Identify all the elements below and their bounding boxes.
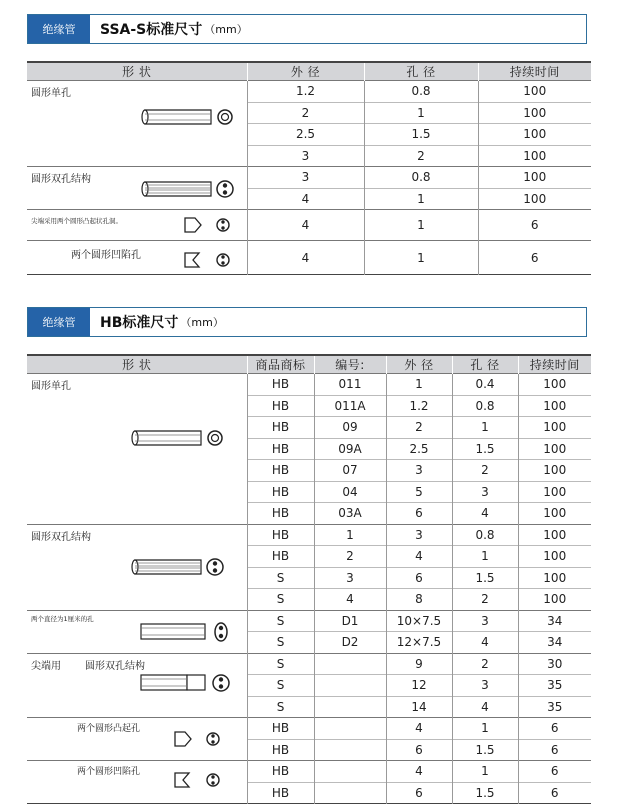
- cell: 1: [364, 241, 478, 275]
- cell: 100: [518, 374, 591, 396]
- cell: HB: [247, 417, 314, 439]
- cell: 100: [518, 460, 591, 482]
- shape-cell-single-hole: [27, 81, 247, 167]
- col-shape: 形 状: [27, 355, 247, 374]
- cell: HB: [247, 739, 314, 761]
- cell: 6: [386, 567, 452, 589]
- oval-double-hole-tube-icon: [137, 619, 237, 645]
- cell: 2.5: [386, 438, 452, 460]
- section1-title-text: SSA-S标准尺寸: [100, 22, 203, 38]
- cell: HB: [247, 524, 314, 546]
- tip-double-hole-tube-icon: [137, 670, 237, 696]
- cell: 9: [386, 653, 452, 675]
- cell: 12: [386, 675, 452, 697]
- cell: [314, 739, 386, 761]
- cell: HB: [247, 761, 314, 783]
- cell: 2: [314, 546, 386, 568]
- cell: 6: [518, 782, 591, 804]
- cell: 34: [518, 610, 591, 632]
- shape-cell: [27, 610, 247, 653]
- table-row: [27, 210, 591, 241]
- cell: 3: [386, 524, 452, 546]
- shape-cell: [27, 761, 247, 804]
- cell: 6: [478, 241, 591, 275]
- table-row: [27, 81, 591, 103]
- cell: 2: [452, 653, 518, 675]
- shape-label: 尖端采用两个圆形凸起状孔洞。: [31, 217, 122, 225]
- cell: 2: [386, 417, 452, 439]
- shape-cell: [27, 718, 247, 761]
- cell: [314, 761, 386, 783]
- cell: 100: [478, 102, 591, 124]
- cell: 5: [386, 481, 452, 503]
- cell: 100: [478, 188, 591, 210]
- cell: HB: [247, 481, 314, 503]
- cell: 6: [478, 210, 591, 241]
- cell: 100: [518, 417, 591, 439]
- cell: 100: [478, 167, 591, 189]
- cell: [314, 718, 386, 740]
- cell: 10×7.5: [386, 610, 452, 632]
- shape-cell: [27, 524, 247, 610]
- cell: 2: [452, 589, 518, 611]
- section1-title: [100, 15, 248, 43]
- cell: S: [247, 567, 314, 589]
- cell: 1.5: [452, 567, 518, 589]
- cell: 3: [247, 167, 364, 189]
- shape-label: 两个圆形凸起孔: [77, 724, 141, 734]
- cell: 3: [452, 610, 518, 632]
- cell: 4: [247, 188, 364, 210]
- cell: 100: [478, 81, 591, 103]
- col-hole-diameter: 孔 径: [364, 62, 478, 81]
- cell: HB: [247, 438, 314, 460]
- cell: 07: [314, 460, 386, 482]
- table-row: [27, 610, 591, 632]
- section2-tag: 绝缘管: [28, 308, 90, 336]
- single-hole-tube-icon: [127, 426, 227, 450]
- cell: 34: [518, 632, 591, 654]
- cell: 4: [452, 503, 518, 525]
- section2-header: [27, 307, 587, 337]
- cell: 6: [386, 782, 452, 804]
- cell: 4: [247, 210, 364, 241]
- shape-label: 尖端用: [31, 660, 61, 672]
- cell: 09: [314, 417, 386, 439]
- cell: 6: [386, 739, 452, 761]
- shape-cell: [27, 374, 247, 525]
- cell: D2: [314, 632, 386, 654]
- cell: 0.4: [452, 374, 518, 396]
- cell: 30: [518, 653, 591, 675]
- cell: 8: [386, 589, 452, 611]
- shape-label: 两个圆形凹陷孔: [71, 250, 141, 261]
- cell: 4: [452, 696, 518, 718]
- shape-cell-concave-holes: [27, 241, 247, 275]
- col-outer-diameter: 外 径: [386, 355, 452, 374]
- cell: 2: [452, 460, 518, 482]
- cell: D1: [314, 610, 386, 632]
- cell: 100: [518, 524, 591, 546]
- cell: 6: [518, 761, 591, 783]
- cell: 03A: [314, 503, 386, 525]
- hb-table: [27, 354, 591, 804]
- cell: 100: [518, 589, 591, 611]
- shape-label: 圆形单孔: [31, 381, 71, 392]
- section2-title: [100, 308, 224, 336]
- col-brand: 商品商标: [247, 355, 314, 374]
- cell: 1: [364, 188, 478, 210]
- col-outer-diameter: 外 径: [247, 62, 364, 81]
- cell: 1: [386, 374, 452, 396]
- cell: S: [247, 632, 314, 654]
- cell: 3: [386, 460, 452, 482]
- cell: 1.2: [386, 395, 452, 417]
- cell: 100: [518, 438, 591, 460]
- shape-cell-convex-holes: [27, 210, 247, 241]
- cell: 100: [478, 145, 591, 167]
- convex-tip-icon: [173, 728, 233, 750]
- cell: [314, 782, 386, 804]
- concave-tip-icon: [183, 249, 243, 271]
- cell: 09A: [314, 438, 386, 460]
- section1-header: [27, 14, 587, 44]
- shape-label: 圆形双孔结构: [31, 174, 91, 185]
- cell: 1: [364, 210, 478, 241]
- section1-tag: 绝缘管: [28, 15, 90, 43]
- cell: 3: [247, 145, 364, 167]
- table-row: [27, 374, 591, 396]
- table-row: [27, 761, 591, 783]
- shape-label: 两个圆形凹陷孔: [77, 767, 141, 777]
- shape-label: 圆形双孔结构: [31, 531, 91, 543]
- cell: 100: [518, 395, 591, 417]
- cell: 0.8: [364, 81, 478, 103]
- cell: S: [247, 589, 314, 611]
- cell: HB: [247, 374, 314, 396]
- cell: 1.5: [452, 739, 518, 761]
- cell: HB: [247, 503, 314, 525]
- cell: 4: [314, 589, 386, 611]
- single-hole-tube-icon: [137, 105, 237, 129]
- cell: 04: [314, 481, 386, 503]
- double-hole-tube-icon: [127, 555, 227, 579]
- cell: 011: [314, 374, 386, 396]
- cell: 3: [314, 567, 386, 589]
- ssa-s-table: [27, 61, 591, 275]
- cell: 1.5: [452, 782, 518, 804]
- section1-unit: （mm）: [204, 23, 248, 36]
- cell: 1: [364, 102, 478, 124]
- cell: S: [247, 610, 314, 632]
- cell: [314, 675, 386, 697]
- cell: 100: [518, 481, 591, 503]
- cell: 1.2: [247, 81, 364, 103]
- cell: 35: [518, 696, 591, 718]
- cell: 4: [386, 718, 452, 740]
- shape-cell-double-hole: [27, 167, 247, 210]
- table-row: [27, 653, 591, 675]
- cell: HB: [247, 718, 314, 740]
- col-hole-diameter: 孔 径: [452, 355, 518, 374]
- col-duration: 持续时间: [478, 62, 591, 81]
- shape-cell: [27, 653, 247, 718]
- cell: 12×7.5: [386, 632, 452, 654]
- cell: 1: [452, 761, 518, 783]
- cell: 4: [452, 632, 518, 654]
- cell: HB: [247, 546, 314, 568]
- cell: 14: [386, 696, 452, 718]
- cell: 6: [518, 739, 591, 761]
- cell: 1: [452, 546, 518, 568]
- cell: 6: [386, 503, 452, 525]
- cell: 2.5: [247, 124, 364, 146]
- cell: 0.8: [364, 167, 478, 189]
- cell: 0.8: [452, 395, 518, 417]
- cell: HB: [247, 460, 314, 482]
- cell: 2: [364, 145, 478, 167]
- cell: 100: [518, 546, 591, 568]
- cell: 2: [247, 102, 364, 124]
- cell: S: [247, 675, 314, 697]
- cell: 4: [386, 761, 452, 783]
- double-hole-tube-icon: [137, 177, 237, 201]
- shape-label: 圆形单孔: [31, 88, 71, 99]
- cell: S: [247, 696, 314, 718]
- convex-tip-icon: [183, 214, 243, 236]
- cell: 100: [518, 503, 591, 525]
- cell: 4: [386, 546, 452, 568]
- cell: 1.5: [364, 124, 478, 146]
- cell: [314, 696, 386, 718]
- col-shape: 形 状: [27, 62, 247, 81]
- cell: 3: [452, 481, 518, 503]
- cell: 0.8: [452, 524, 518, 546]
- shape-sublabel: 圆形双孔结构: [85, 660, 145, 672]
- cell: 3: [452, 675, 518, 697]
- section2-title-text: HB标准尺寸: [100, 315, 179, 331]
- section2-unit: （mm）: [180, 316, 224, 329]
- concave-tip-icon: [173, 769, 233, 791]
- col-number: 编号:: [314, 355, 386, 374]
- cell: 1: [314, 524, 386, 546]
- cell: 1: [452, 718, 518, 740]
- cell: 1: [452, 417, 518, 439]
- cell: [314, 653, 386, 675]
- table-row: [27, 718, 591, 740]
- cell: HB: [247, 782, 314, 804]
- table-row: [27, 241, 591, 275]
- cell: S: [247, 653, 314, 675]
- cell: 100: [478, 124, 591, 146]
- shape-label: 两个直径为1厘米的孔: [31, 614, 94, 623]
- table-row: [27, 167, 591, 189]
- cell: 100: [518, 567, 591, 589]
- cell: 6: [518, 718, 591, 740]
- table-row: [27, 524, 591, 546]
- col-duration: 持续时间: [518, 355, 591, 374]
- cell: 011A: [314, 395, 386, 417]
- cell: 4: [247, 241, 364, 275]
- cell: HB: [247, 395, 314, 417]
- cell: 35: [518, 675, 591, 697]
- cell: 1.5: [452, 438, 518, 460]
